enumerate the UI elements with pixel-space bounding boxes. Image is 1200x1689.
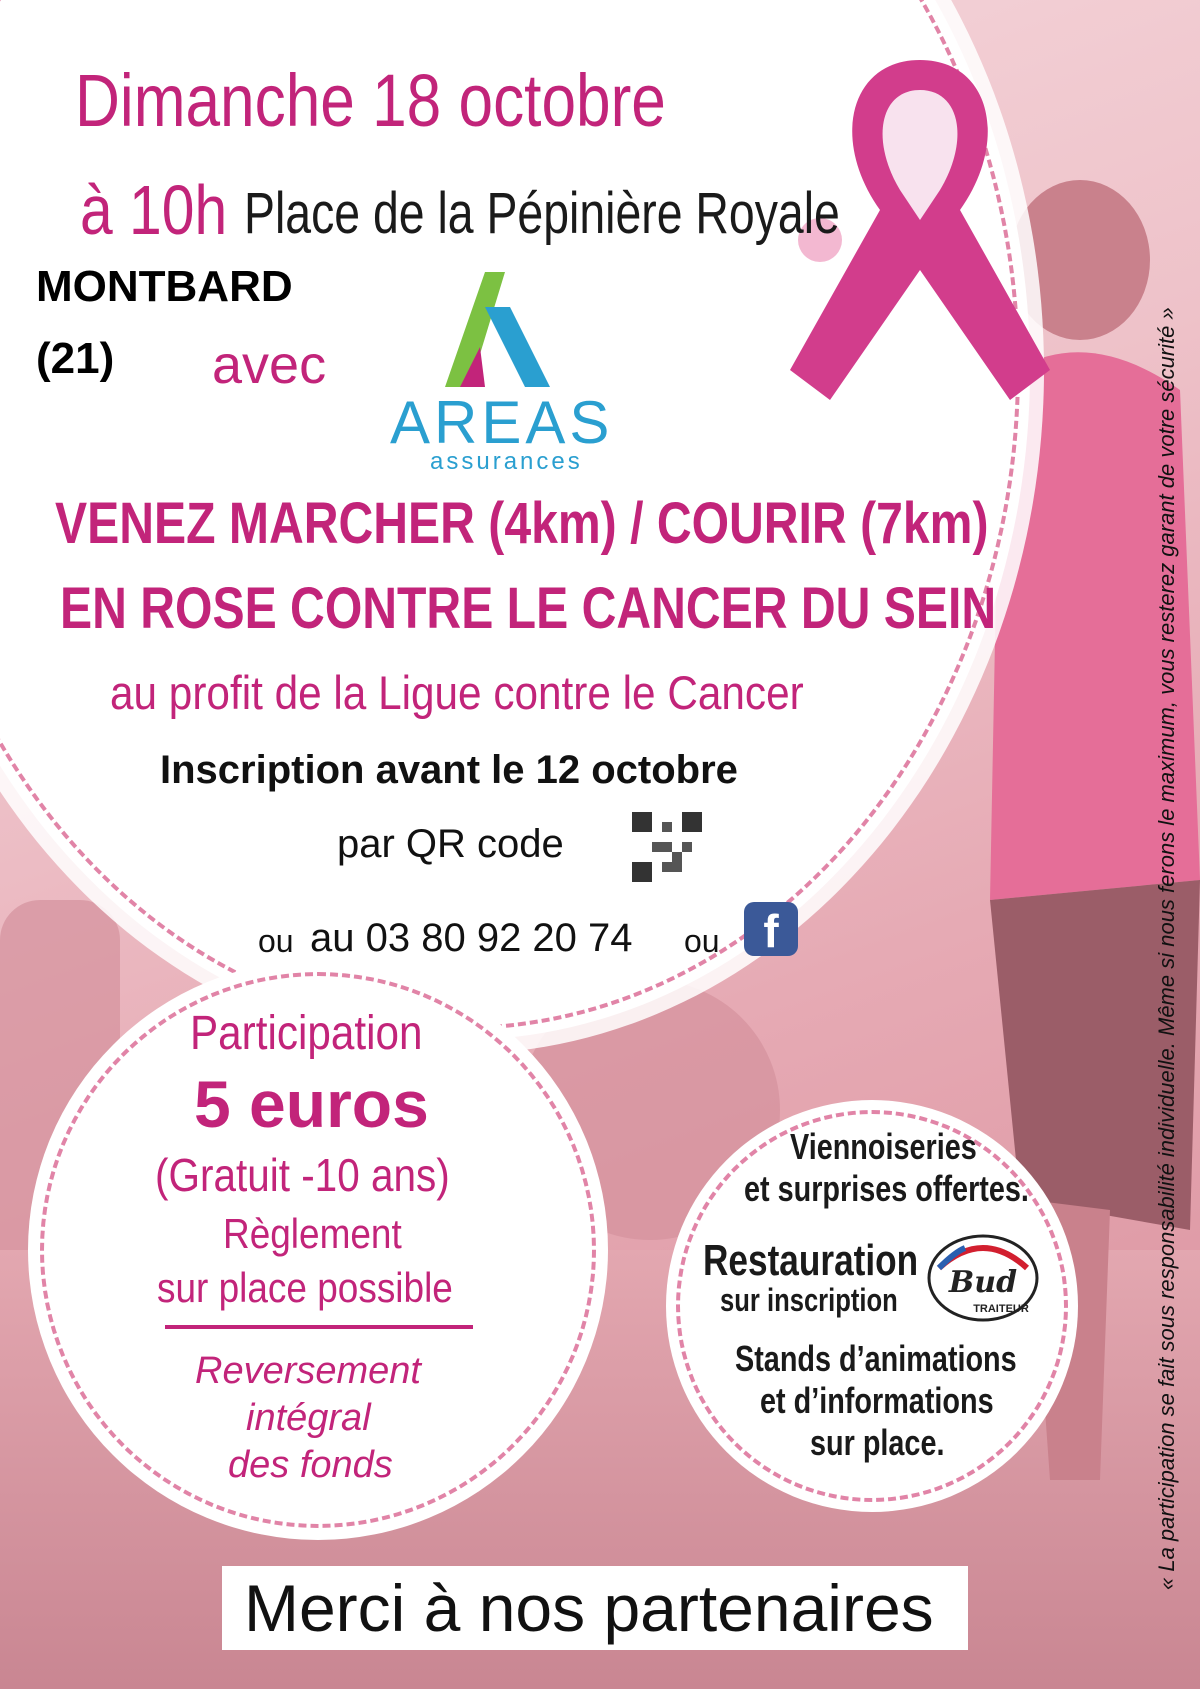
participation-divider (165, 1325, 473, 1329)
payment-line1: Règlement (223, 1210, 402, 1257)
headline-cause: EN ROSE CONTRE LE CANCER DU SEIN (60, 576, 997, 641)
registration-or-suffix: ou (684, 923, 720, 959)
safety-disclaimer: « La participation se fait sous responsabilité individuelle. Même si nous ferons le maximum, vous resterez garant de votre sécurité » (1154, 307, 1179, 1590)
extras-stands3: sur place. (810, 1422, 945, 1463)
extras-restauration-sub: sur inscription (720, 1282, 898, 1318)
headline-walk-run: VENEZ MARCHER (4km) / COURIR (7km) (55, 491, 989, 556)
participation-label: Participation (190, 1007, 423, 1060)
qr-code-icon[interactable] (632, 812, 702, 882)
caterer-name: Bud (948, 1265, 1018, 1300)
extras-stands1: Stands d’animations (735, 1338, 1017, 1379)
extras-pastries: Viennoiseries (790, 1126, 977, 1167)
participation-free: (Gratuit -10 ans) (155, 1149, 450, 1201)
refund-line1: Reversement (195, 1350, 421, 1392)
pink-ribbon-icon (770, 40, 1070, 460)
event-date: Dimanche 18 octobre (75, 59, 666, 142)
sponsor-name: AREAS (390, 389, 614, 456)
refund-line2: intégral (246, 1397, 371, 1439)
bud-traiteur-logo-icon (925, 1232, 1041, 1324)
participation-price: 5 euros (194, 1067, 429, 1141)
event-place: Place de la Pépinière Royale (244, 181, 840, 246)
registration-or-prefix: ou (258, 923, 294, 959)
caterer-sub: TRAITEUR (973, 1303, 1029, 1315)
refund-line3: des fonds (228, 1444, 393, 1486)
sponsor-tagline: assurances (430, 448, 583, 475)
payment-line2: sur place possible (157, 1264, 453, 1311)
extras-stands2: et d’informations (760, 1380, 994, 1421)
registration-phone[interactable]: au 03 80 92 20 74 (310, 916, 633, 960)
registration-deadline: Inscription avant le 12 octobre (160, 748, 738, 792)
event-department: (21) (32, 334, 118, 384)
event-time: à 10h (80, 171, 228, 249)
headline-beneficiary: au profit de la Ligue contre le Cancer (110, 666, 804, 719)
with-label: avec (212, 335, 327, 395)
extras-surprises: et surprises offertes. (744, 1168, 1029, 1209)
registration-qr-label: par QR code (337, 822, 564, 866)
facebook-icon[interactable]: f (744, 902, 798, 956)
event-city: MONTBARD (32, 262, 297, 312)
partners-thanks: Merci à nos partenaires (244, 1571, 934, 1645)
extras-restauration: Restauration (703, 1236, 919, 1285)
